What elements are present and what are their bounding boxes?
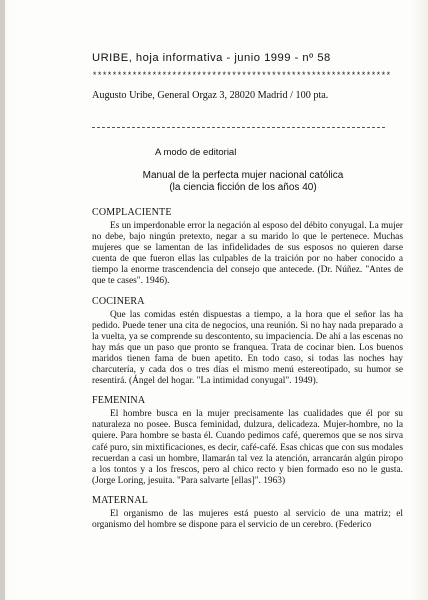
section-paragraph: Que las comidas estén dispuestas a tiempo, a la hora que el señor las ha pedido. Puede tener una cita de negocios, una reunión. Si no hay nada preparado a la vuelta, ya se comprende su descontento, su impaciencia. De ahí a las escenas no hay más que un paso que pronto se franquea. Trata de cocinar bien. Los buenos maridos tienen fama de buen apetito. En todo caso, si todas las noches hay charcutería, y cada dos o tres días el mismo menú estereotipado, su humor se resentirá. (Ángel del hogar. "La intimidad conyugal". 1949). (92, 309, 403, 387)
section-cocinera (92, 296, 403, 388)
section-femenina (92, 395, 403, 487)
dashed-divider (92, 127, 385, 128)
section-paragraph: El organismo de las mujeres está puesto al servicio de una matriz; el organismo del hombre se dispone para el servicio de un cerebro. (Federico (92, 508, 403, 530)
star-divider: ************************************************************ (92, 71, 391, 81)
section-complaciente (92, 207, 403, 288)
section-paragraph: Es un imperdonable error la negación al esposo del débito conyugal. La mujer no debe, bajo ningún pretexto, negar a su marido lo que le pertenece. Muchas mujeres que se lamentan de las infidelidades de sus esposos no quieren darse cuenta de que fueron ellas las culpables de la traición por no haber conocido a tiempo la enorme trascendencia del consejo que antecede. (Dr. Núñez. "Antes de que te cases". 1946). (92, 221, 403, 287)
section-heading: COMPLACIENTE (92, 207, 172, 218)
section-heading: FEMENINA (92, 395, 146, 407)
section-maternal (92, 495, 403, 531)
editorial-label: A modo de editorial (155, 147, 237, 158)
section-paragraph: El hombre busca en la mujer precisamente las cualidades que él por su naturaleza no posee. Busca feminidad, dulzura, delicadeza. Mujer-hombre, no la quiere. Para hombre se basta él. Cuando pedimos café, queremos que se nos sirva café puro, sin mixtificaciones, es decir, café-café. Esas chicas que con sus modales recuerdan a casi un hombre, llamarán tal vez la atención, arrancarán algún piropo a los tontos y a los frescos, pero al chico recto y bien formado eso no le gusta. (Jorge Loring, jesuita. "Para salvarte [ellas]". 1963) (92, 409, 403, 486)
section-heading: MATERNAL (92, 494, 149, 506)
publication-header: URIBE, hoja informativa - junio 1999 - nº 58 (92, 52, 331, 64)
section-heading: COCINERA (92, 295, 145, 307)
article-body (92, 207, 403, 539)
title-line-2: (la ciencia ficción de los años 40) (169, 182, 317, 193)
address-line: Augusto Uribe, General Orgaz 3, 28020 Madrid / 100 pta. (92, 90, 329, 101)
title-line-1: Manual de la perfecta mujer nacional católica (142, 170, 344, 181)
binding-shadow (0, 0, 5, 600)
article-title (96, 170, 390, 194)
